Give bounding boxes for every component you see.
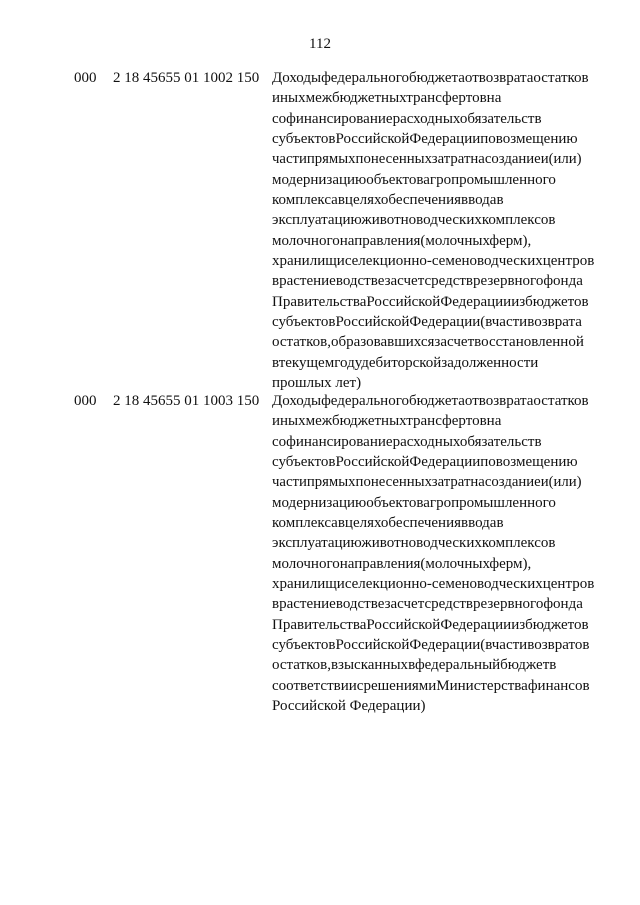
entry-description xyxy=(272,391,611,717)
description-line xyxy=(272,149,611,169)
entry-description xyxy=(272,68,611,394)
description-word: комплекса xyxy=(272,192,338,209)
description-word: Правительства xyxy=(272,293,367,310)
description-word: софинансирование xyxy=(272,110,393,127)
description-word: центров xyxy=(542,253,595,270)
description-word: в xyxy=(496,515,504,532)
description-word: фонда xyxy=(543,273,583,290)
description-line xyxy=(272,109,611,129)
description-word: Правительства xyxy=(272,616,367,633)
description-word: субъектов xyxy=(272,454,336,471)
description-word: расходных xyxy=(392,433,460,450)
description-word: целях xyxy=(344,192,381,209)
description-word: центров xyxy=(542,576,595,593)
description-word: федерального xyxy=(321,393,409,409)
description-word: на xyxy=(470,474,485,491)
description-word: в xyxy=(272,273,280,290)
description-word: расходных xyxy=(392,110,460,127)
description-word: (или) xyxy=(548,151,582,168)
description-line xyxy=(272,594,611,614)
description-line xyxy=(272,312,611,332)
description-word: возвратов xyxy=(527,637,590,654)
description-word: Российской xyxy=(335,637,410,654)
description-line xyxy=(272,68,611,88)
description-word: в xyxy=(549,657,557,674)
description-word: ферм), xyxy=(489,232,532,249)
description-word: Российской xyxy=(335,131,410,148)
description-word: возмещению xyxy=(495,454,578,471)
description-word: Российской xyxy=(366,293,441,310)
description-word: счет xyxy=(397,273,425,290)
description-word: по xyxy=(480,131,496,148)
description-line xyxy=(272,432,611,452)
description-word: целях xyxy=(344,515,381,532)
description-word: Федерации xyxy=(440,616,512,633)
description-word: на xyxy=(470,151,485,168)
description-word: в xyxy=(337,515,345,532)
description-line xyxy=(272,210,611,230)
description-word: части xyxy=(272,474,307,491)
description-line xyxy=(272,655,611,675)
description-word: от xyxy=(464,70,479,86)
description-word: ферм), xyxy=(489,555,532,572)
description-word: Доходы xyxy=(272,70,322,86)
description-line xyxy=(272,676,611,696)
description-word: возврата xyxy=(478,70,534,86)
description-line xyxy=(272,190,611,210)
description-word: Федерации xyxy=(440,293,512,310)
description-word: понесенных xyxy=(355,474,432,491)
classification-code: 2 18 45655 01 1002 150 xyxy=(113,70,260,86)
description-line xyxy=(272,391,611,411)
description-word: из xyxy=(511,293,526,310)
description-word: средств xyxy=(424,273,474,290)
description-line xyxy=(272,332,611,352)
description-word: создание xyxy=(484,474,541,491)
description-line xyxy=(272,452,611,472)
description-word: Федерации xyxy=(409,314,481,331)
description-word: модернизацию xyxy=(272,171,367,188)
description-word: из xyxy=(511,616,526,633)
description-word: животноводческих xyxy=(361,535,482,552)
description-word: затрат xyxy=(431,151,471,168)
description-word: Федерации xyxy=(409,637,481,654)
description-word: трансфертов xyxy=(406,90,487,107)
description-word: софинансирование xyxy=(272,433,393,450)
description-word: Доходы xyxy=(272,393,322,409)
description-word: агропромышленного xyxy=(423,171,556,188)
description-word: возврата xyxy=(527,314,582,331)
description-word: в xyxy=(408,657,415,674)
description-word: возврата xyxy=(478,393,534,409)
description-word: понесенных xyxy=(355,151,432,168)
description-word: растениеводстве xyxy=(279,273,385,290)
description-word: и xyxy=(540,151,549,168)
description-word: комплекса xyxy=(272,515,338,532)
description-word: растениеводстве xyxy=(279,596,385,613)
description-word: Российской xyxy=(366,616,441,633)
description-word: субъектов xyxy=(272,637,336,654)
description-word: по xyxy=(480,454,496,471)
description-word: и xyxy=(540,474,549,491)
description-word: Федерации xyxy=(409,131,481,148)
description-word: объектов xyxy=(366,171,424,188)
description-line xyxy=(272,493,611,513)
description-word: хранилищ xyxy=(272,576,337,593)
description-word: создание xyxy=(484,151,541,168)
description-word: и xyxy=(336,253,345,270)
description-word: от xyxy=(464,393,479,409)
description-word: селекционно-семеноводческих xyxy=(344,253,543,270)
description-word: в xyxy=(337,192,345,209)
description-word: образовавшихся xyxy=(330,334,435,351)
description-word: субъектов xyxy=(272,131,336,148)
description-word: обеспечения xyxy=(380,192,462,209)
description-word: дебиторской xyxy=(361,354,442,371)
description-word: прямых xyxy=(306,151,356,168)
description-word: федеральный xyxy=(414,657,501,674)
description-word: восстановленной xyxy=(474,334,584,351)
admin-code: 000 xyxy=(74,393,97,409)
description-line xyxy=(272,129,611,149)
description-line xyxy=(272,513,611,533)
description-line xyxy=(272,271,611,291)
description-word: за xyxy=(384,273,398,290)
description-word: затрат xyxy=(431,474,471,491)
description-word: бюджета xyxy=(408,393,465,409)
description-word: резервного xyxy=(473,273,544,290)
description-line xyxy=(272,411,611,431)
description-word: средств xyxy=(424,596,474,613)
description-word: хранилищ xyxy=(272,253,337,270)
description-word: прямых xyxy=(306,474,356,491)
description-word: Российской xyxy=(335,314,410,331)
description-line xyxy=(272,353,611,373)
description-word: трансфертов xyxy=(406,413,487,430)
description-word: иных xyxy=(272,413,306,430)
description-word: в xyxy=(272,596,280,613)
description-word: резервного xyxy=(473,596,544,613)
description-line xyxy=(272,635,611,655)
description-word: ввода xyxy=(461,515,497,532)
description-word: направления xyxy=(339,555,421,572)
description-word: животноводческих xyxy=(361,212,482,229)
description-word: межбюджетных xyxy=(305,90,407,107)
description-line xyxy=(272,472,611,492)
description-word: (или) xyxy=(548,474,582,491)
description-line: прошлых лет) xyxy=(272,375,362,392)
description-word: комплексов xyxy=(481,535,556,552)
description-word: взысканных xyxy=(330,657,409,674)
description-word: счет xyxy=(447,334,475,351)
description-word: субъектов xyxy=(272,314,336,331)
description-word: федерального xyxy=(321,70,409,86)
description-word: молочного xyxy=(272,555,340,572)
description-word: (в xyxy=(480,314,492,331)
description-word: направления xyxy=(339,232,421,249)
description-word: (в xyxy=(480,637,492,654)
description-word: бюджетов xyxy=(525,293,589,310)
description-word: межбюджетных xyxy=(305,413,407,430)
description-word: комплексов xyxy=(481,212,556,229)
description-word: иных xyxy=(272,90,306,107)
description-word: части xyxy=(272,151,307,168)
description-word: возмещению xyxy=(495,131,578,148)
description-word: соответствии xyxy=(272,677,357,694)
description-word: эксплуатацию xyxy=(272,212,362,229)
description-word: эксплуатацию xyxy=(272,535,362,552)
description-word: за xyxy=(434,334,448,351)
description-word: в xyxy=(496,192,504,209)
description-line xyxy=(272,88,611,108)
description-word: молочного xyxy=(272,232,340,249)
description-word: ввода xyxy=(461,192,497,209)
description-word: Министерства xyxy=(436,677,528,694)
description-word: финансов xyxy=(527,677,590,694)
description-word: обязательств xyxy=(459,433,542,450)
description-word: в xyxy=(272,354,279,371)
page-number: 112 xyxy=(309,36,331,52)
description-line xyxy=(272,292,611,312)
description-word: селекционно-семеноводческих xyxy=(344,576,543,593)
description-line xyxy=(272,251,611,271)
description-word: остатков xyxy=(533,70,589,86)
description-line xyxy=(272,615,611,635)
description-line xyxy=(272,231,611,251)
description-word: году xyxy=(334,354,362,371)
description-word: объектов xyxy=(366,494,424,511)
description-word: на xyxy=(486,413,502,430)
description-word: фонда xyxy=(543,596,583,613)
description-word: обязательств xyxy=(459,110,542,127)
description-line xyxy=(272,554,611,574)
description-line: Российской Федерации) xyxy=(272,698,426,715)
description-line xyxy=(272,170,611,190)
description-word: (молочных xyxy=(420,232,490,249)
description-word: остатков, xyxy=(272,334,331,351)
classification-code: 2 18 45655 01 1003 150 xyxy=(113,393,260,409)
description-word: части xyxy=(491,637,528,654)
description-word: модернизацию xyxy=(272,494,367,511)
description-word: и xyxy=(336,576,345,593)
description-word: Российской xyxy=(335,454,410,471)
description-word: остатков xyxy=(533,393,589,409)
description-word: агропромышленного xyxy=(423,494,556,511)
description-word: бюджет xyxy=(500,657,550,674)
description-line xyxy=(272,533,611,553)
description-word: части xyxy=(491,314,528,331)
description-word: решениями xyxy=(363,677,437,694)
description-line xyxy=(272,574,611,594)
description-word: за xyxy=(384,596,398,613)
description-word: (молочных xyxy=(420,555,490,572)
description-word: Федерации xyxy=(409,454,481,471)
description-word: текущем xyxy=(278,354,335,371)
description-word: с xyxy=(356,677,364,694)
description-word: на xyxy=(486,90,502,107)
description-word: задолженности xyxy=(441,354,539,371)
description-word: остатков, xyxy=(272,657,331,674)
description-word: бюджета xyxy=(408,70,465,86)
description-word: обеспечения xyxy=(380,515,462,532)
description-word: бюджетов xyxy=(525,616,589,633)
admin-code: 000 xyxy=(74,70,97,86)
description-word: счет xyxy=(397,596,425,613)
